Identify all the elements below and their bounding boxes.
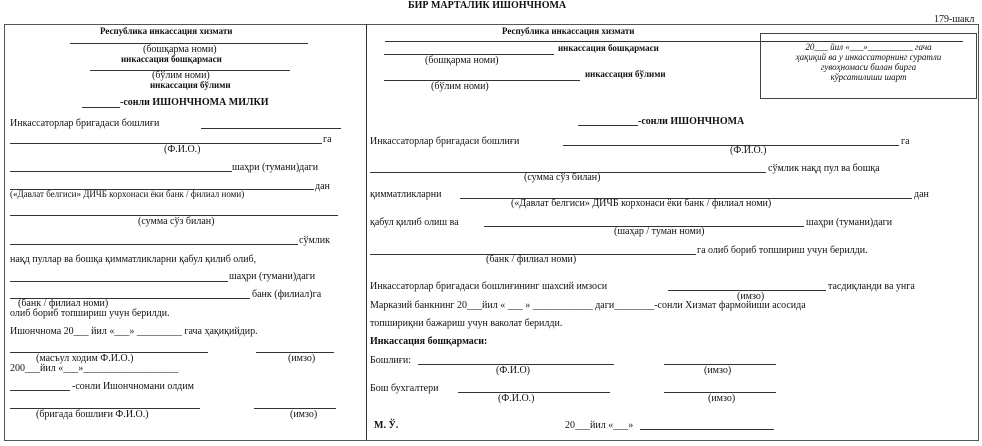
- receive-label: қабул қилиб олиш ва: [370, 217, 459, 228]
- stub-number-field[interactable]: [82, 107, 120, 108]
- chief-label: Бошлиғи:: [370, 355, 412, 366]
- stub-board-label: инкассация бошқармаси: [121, 54, 222, 64]
- validity-note-line4: кўрсатилиши шарт: [830, 72, 907, 82]
- column-divider: [366, 24, 367, 440]
- valuables-label: қимматликларни: [370, 189, 442, 200]
- city-label-2: шаҳри (тумани)даги: [229, 271, 316, 282]
- fio-hint: (Ф.И.О.): [164, 144, 201, 155]
- main-chief-label: Инкассаторлар бригадаси бошлиғи: [370, 136, 520, 147]
- stub-dept-label: инкассация бўлими: [150, 80, 231, 90]
- main-board-hint: (бошқарма номи): [425, 55, 499, 66]
- chief-sign-hint: (имзо): [704, 365, 732, 376]
- issue-date: 20___йил «___»: [565, 420, 634, 431]
- cash-line: нақд пуллар ва бошқа қимматликларни қабул қилиб олиб,: [10, 254, 257, 265]
- main-city-hint: (шаҳар / туман номи): [614, 226, 705, 237]
- sign-hint-1: (имзо): [288, 353, 316, 364]
- bank-branch-hint: (банк / филиал номи): [18, 298, 109, 309]
- authority-line: топшириқни бажариш учун ваколат берилди.: [370, 318, 563, 329]
- bank-branch-label: банк (филиал)га: [252, 289, 322, 300]
- main-board-label: инкассация бошқармаси: [558, 43, 659, 53]
- accountant-label: Бош бухгалтери: [370, 383, 439, 394]
- validity-note-line2: ҳақиқий ва у инкассаторнинг суратли: [795, 52, 942, 62]
- form-number: 179-шакл: [934, 14, 975, 25]
- main-ga-suffix: га: [901, 136, 910, 147]
- sign-hint-2: (имзо): [290, 409, 318, 420]
- responsible-hint: (масъул ходим Ф.И.О.): [36, 353, 134, 364]
- deliver-line: олиб бориб топшириш учун берилди.: [10, 308, 170, 319]
- chief-fio-hint: (Ф.И.О): [496, 365, 531, 376]
- issue-date-field[interactable]: [640, 429, 774, 430]
- main-bank-branch-hint: (банк / филиал номи): [486, 254, 577, 265]
- main-dan-suffix: дан: [914, 189, 929, 200]
- main-title: -сонли ИШОНЧНОМА: [638, 116, 745, 127]
- received-line: -сонли Ишончномани олдим: [72, 381, 194, 392]
- dan-suffix: дан: [315, 181, 330, 192]
- main-dept-label: инкассация бўлими: [585, 69, 666, 79]
- city-field[interactable]: [10, 171, 232, 172]
- brigade-chief-field[interactable]: [201, 128, 341, 129]
- city-field-2[interactable]: [10, 281, 228, 282]
- main-deliver-line: га олиб бориб топшириш учун берилди.: [697, 245, 868, 256]
- brigade-fio-hint: (бригада бошлиғи Ф.И.О.): [36, 409, 149, 420]
- bank-name-hint: («Давлат белгиси» ДИЧБ корхонаси ёки банк / филиал номи): [10, 189, 245, 199]
- validity-note-line3: гувоҳномаси билан бирга: [820, 62, 917, 72]
- sum-field-2[interactable]: [10, 244, 298, 245]
- stub-title: -сонли ИШОНЧНОМА МИЛКИ: [120, 97, 269, 108]
- accountant-fio-hint: (Ф.И.О.): [498, 393, 535, 404]
- date-line: 200___йил «___»___________________: [10, 363, 179, 374]
- main-sumlik-label: сўмлик нақд пул ва бошқа: [768, 163, 880, 174]
- brigade-chief-label: Инкассаторлар бригадаси бошлиғи: [10, 118, 160, 129]
- confirmed-label: тасдиқланди ва унга: [828, 281, 915, 292]
- sum-hint: (сумма сўз билан): [138, 216, 215, 227]
- main-header: Республика инкассация хизмати: [502, 26, 635, 36]
- signature-sample-label: Инкассаторлар бригадаси бошлиғининг шахсий имзоси: [370, 281, 608, 292]
- ga-suffix: га: [323, 134, 332, 145]
- valid-until-line: Ишончнома 20___ йил «___» _________ гача ҳақиқийдир.: [10, 326, 258, 337]
- received-number-field[interactable]: [10, 390, 70, 391]
- validity-note-line1: 20___ йил «___»__________ гача: [805, 42, 932, 52]
- accountant-sign-hint: (имзо): [708, 393, 736, 404]
- stamp-place: М. Ў.: [374, 420, 399, 431]
- main-number-field[interactable]: [578, 125, 638, 126]
- signature-sample-hint: (имзо): [737, 291, 765, 302]
- board-signatures-title: Инкассация бошқармаси:: [370, 336, 488, 347]
- sumlik-suffix: сўмлик: [299, 235, 330, 246]
- main-sum-hint: (сумма сўз билан): [524, 172, 601, 183]
- board-name-hint: (бошқарма номи): [143, 44, 217, 55]
- central-bank-order-line: Марказий банкнинг 20___йил « ___ » ____________ даги________-сонли Хизмат фармойиши асосида: [370, 300, 806, 311]
- form-title: БИР МАРТАЛИК ИШОНЧНОМА: [408, 0, 567, 11]
- main-bank-name-hint: («Давлат белгиси» ДИЧБ корхонаси ёки банк / филиал номи): [511, 198, 772, 209]
- stub-header: Республика инкассация хизмати: [100, 26, 233, 36]
- main-fio-hint: (Ф.И.О.): [730, 145, 767, 156]
- dept-name-hint: (бўлим номи): [152, 70, 210, 81]
- main-city-label: шаҳри (тумани)даги: [806, 217, 893, 228]
- city-label: шаҳри (тумани)даги: [232, 162, 319, 173]
- main-dept-hint: (бўлим номи): [431, 81, 489, 92]
